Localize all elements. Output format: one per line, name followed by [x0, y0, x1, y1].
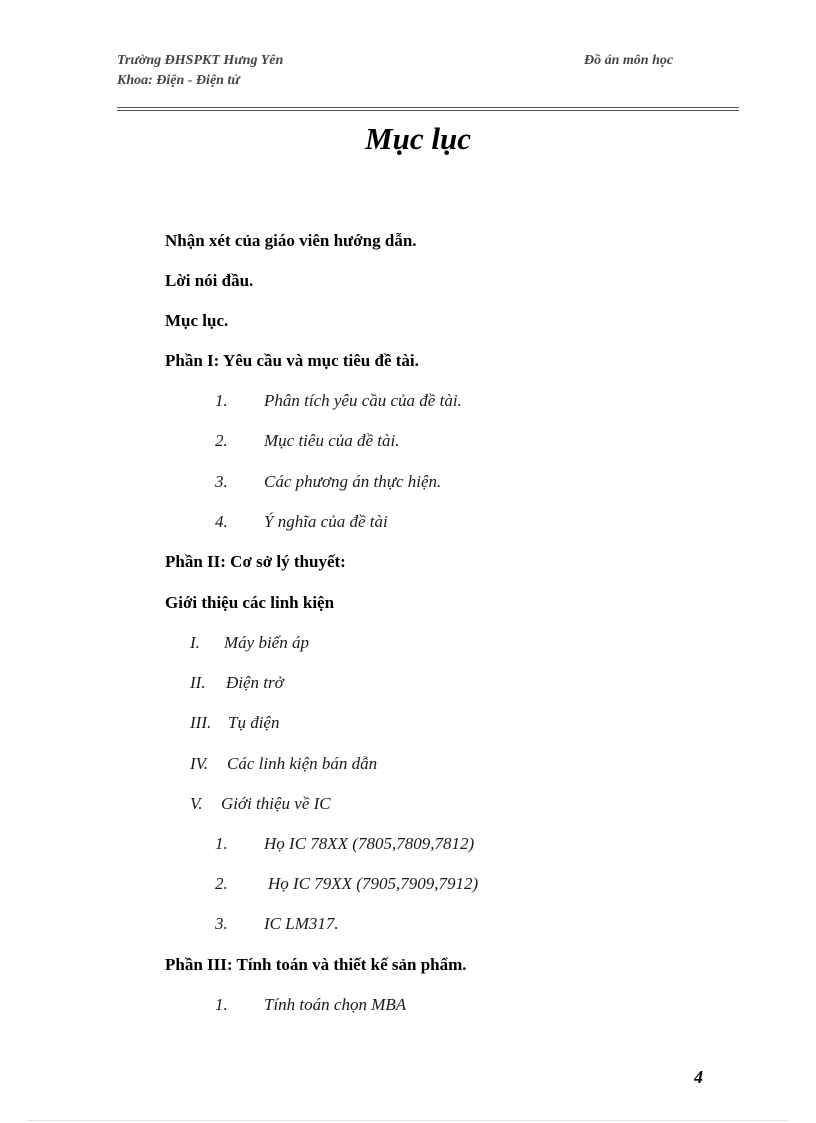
header-rule-top	[117, 107, 739, 108]
section-number: IV.	[190, 754, 209, 773]
toc-part1-item-2	[215, 431, 400, 451]
item-number: 1.	[215, 834, 228, 853]
item-text: Các phương án thực hiện.	[264, 472, 442, 491]
item-text: Ý nghĩa của đề tài	[264, 512, 388, 531]
item-number: 3.	[215, 914, 228, 933]
item-number: 1.	[215, 995, 228, 1014]
section-number: V.	[190, 794, 203, 813]
toc-part2-subheading: Giới thiệu các linh kiện	[165, 593, 335, 612]
toc-part3-heading: Phần III: Tính toán và thiết kế sản phẩm.	[165, 955, 467, 974]
toc-part2-heading: Phần II: Cơ sở lý thuyết:	[165, 552, 346, 571]
section-text: Giới thiệu về IC	[221, 794, 331, 813]
page-title: Mục lục	[365, 121, 471, 156]
section-text: Tụ điện	[228, 713, 280, 732]
section-text: Các linh kiện bán dẫn	[227, 754, 378, 773]
toc-part1-item-1	[215, 391, 462, 411]
header-faculty: Khoa: Điện - Điện tử	[117, 73, 240, 88]
toc-part2-section-4	[190, 754, 377, 774]
page-bottom-dotted-line	[28, 1120, 788, 1121]
toc-part2-section-1	[190, 633, 309, 653]
toc-review: Nhận xét của giáo viên hướng dẫn.	[165, 231, 417, 250]
item-number: 3.	[215, 472, 228, 491]
item-text: Họ IC 78XX (7805,7809,7812)	[264, 834, 475, 853]
page-number: 4	[694, 1067, 703, 1087]
toc-part2-section-3	[190, 713, 279, 733]
item-text: Mục tiêu của đề tài.	[264, 431, 400, 450]
header-rule-bottom	[117, 110, 739, 111]
section-text: Máy biến áp	[224, 633, 309, 652]
header-school: Trường ĐHSPKT Hưng Yên	[117, 53, 284, 68]
item-number: 2.	[215, 874, 228, 893]
item-text: Họ IC 79XX (7905,7909,7912)	[268, 874, 479, 893]
toc-part1-item-4	[215, 512, 388, 532]
header-project: Đồ án môn học	[584, 53, 674, 68]
toc-part1-item-3	[215, 472, 441, 492]
toc-part1-heading: Phần I: Yêu cầu và mục tiêu đề tài.	[165, 351, 419, 370]
item-text: Tính toán chọn MBA	[264, 995, 407, 1014]
toc-part3-item-1	[215, 995, 406, 1015]
toc-preface: Lời nói đầu.	[165, 271, 254, 290]
item-text: IC LM317.	[264, 914, 339, 933]
toc-contents: Mục lục.	[165, 311, 229, 330]
toc-ic-item-1	[215, 834, 474, 854]
item-text: Phân tích yêu cầu của đề tài.	[264, 391, 462, 410]
section-number: II.	[190, 673, 206, 692]
section-number: III.	[190, 713, 212, 732]
item-number: 4.	[215, 512, 228, 531]
toc-part2-section-5	[190, 794, 331, 814]
toc-ic-item-3	[215, 914, 339, 934]
section-number: I.	[190, 633, 200, 652]
toc-part2-section-2	[190, 673, 284, 693]
item-number: 2.	[215, 431, 228, 450]
item-number: 1.	[215, 391, 228, 410]
toc-ic-item-2	[215, 874, 478, 894]
section-text: Điện trở	[226, 673, 284, 692]
